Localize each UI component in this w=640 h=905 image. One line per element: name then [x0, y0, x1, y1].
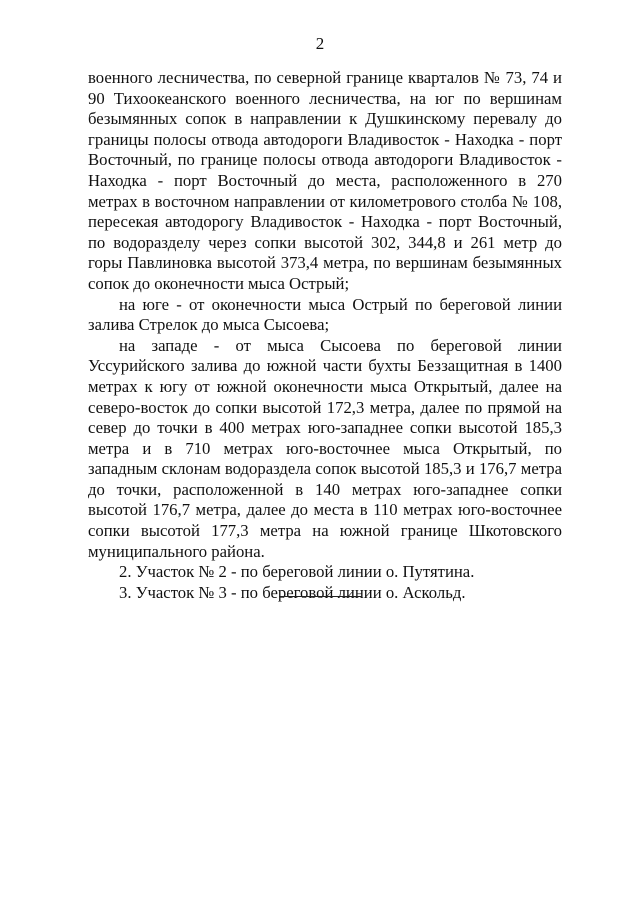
page-number: 2 [315, 34, 325, 53]
list-item-plot-3: 3. Участок № 3 - по береговой линии о. Аскольд. [119, 582, 466, 602]
end-rule [279, 596, 362, 597]
paragraph-continuation: военного лесничества, по северной границе кварталов № 73, 74 и 90 Тихоокеанского военного лесничества, на юг по вершинам безымянных сопок в направлении к Душкинскому перевалу до границы полосы отвода автодороги Владивосток - Находка - порт Восточный, по границе полосы отвода автодороги Владивосток - Находка - порт Восточный до места, расположенного в 270 метрах в восточном направлении от километрового столба № 108, пересекая автодорогу Владивосток - Находка - порт Восточный, по водоразделу через сопки высотой 302, 344,8 и 261 метр до горы Павлиновка высотой 373,4 метра, по вершинам безымянных сопок до оконечности мыса Острый; [88, 68, 562, 293]
list-item-plot-2: 2. Участок № 2 - по береговой линии о. Путятина. [119, 562, 475, 582]
paragraph-south-boundary: на юге - от оконечности мыса Острый по береговой линии залива Стрелок до мыса Сысоева; [88, 294, 562, 335]
paragraph-west-boundary: на западе - от мыса Сысоева по береговой линии Уссурийского залива до южной части бухты Беззащитная в 1400 метрах к югу от южной оконечности мыса Открытый, далее на северо-восток до сопки высотой 172,3 метра, далее по прямой на север до точки в 400 метрах юго-западнее сопки высотой 185,3 метра и в 710 метрах юго-восточнее мыса Открытый, по западным склонам водораздела сопок высотой 185,3 и 176,7 метра до точки, расположенной в 140 метрах юго-западнее сопки высотой 176,7 метра, далее до места в 110 метрах юго-восточнее сопки высотой 177,3 метра на южной границе Шкотовского муниципального района. [88, 335, 562, 561]
document-body [88, 68, 562, 603]
